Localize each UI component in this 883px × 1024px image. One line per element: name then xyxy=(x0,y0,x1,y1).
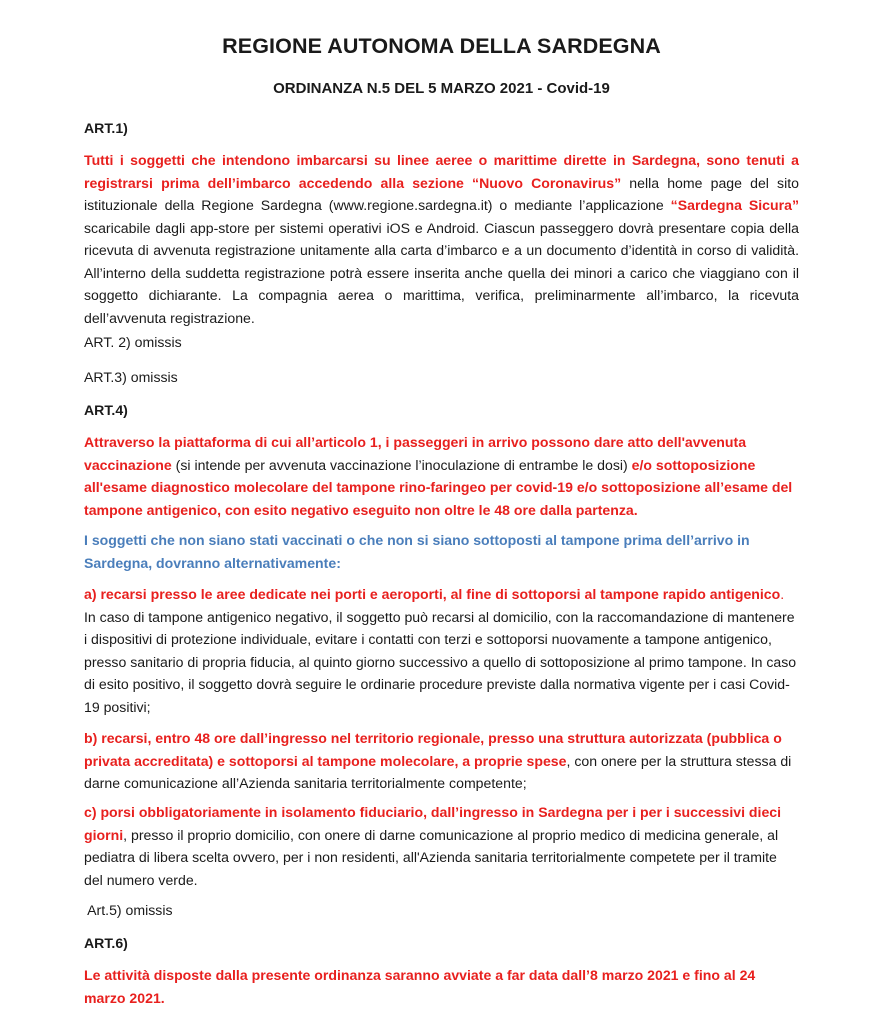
art6-paragraph: Le attività disposte dalla presente ordinanza saranno avviate a far data dall’8 marzo 2021 e fino al 24 marzo 2021. xyxy=(84,967,756,1006)
art5-omissis: Art.5) omissis xyxy=(84,902,173,918)
art4-paragraph-1 xyxy=(84,431,799,521)
option-a-red-text: a) recarsi presso le aree dedicate nei porti e aeroporti, al fine di sottoporsi al tampone rapido antigenico xyxy=(84,586,781,602)
art1-red-text-b: “Sardegna Sicura” xyxy=(670,197,799,213)
art4-blue-paragraph: I soggetti che non siano stati vaccinati o che non si siano sottoposti al tampone prima dell’arrivo in Sardegna, dovranno alternativamente: xyxy=(84,532,750,571)
option-c-text: , presso il proprio domicilio, con onere di darne comunicazione al proprio medico di medicina generale, al pediatra di libera scelta ovvero, per i non residenti, all'Azienda sanitaria territorialmente competete per il tramite del numero verde. xyxy=(84,826,779,888)
art4-red-text-b: e/o sottoposizione all'esame diagnostico molecolare del tampone rino-faringeo per covid-19 e/o sottoposizione all’esame del tampone antigenico, con esito negativo eseguito non oltre le 48 ore dalla partenza. xyxy=(84,456,793,518)
option-b-red-text: b) recarsi, entro 48 ore dall’ingresso nel territorio regionale, presso una struttura autorizzata (pubblica o privata accreditata) e sottoporsi al tampone molecolare, a proprie spese xyxy=(84,730,782,769)
art2-omissis: ART. 2) omissis xyxy=(84,334,182,350)
ordinance-subtitle: ORDINANZA N.5 DEL 5 MARZO 2021 - Covid-19 xyxy=(273,80,610,97)
art6-heading: ART.6) xyxy=(84,935,128,951)
art4-option-a xyxy=(84,583,799,718)
art1-text-b: scaricabile dagli app-store per sistemi operativi iOS e Android. Ciascun passeggero dovrà presentare copia della ricevuta di avvenuta registrazione unitamente alla carta d’imbarco e a un documento d’identità in corso di validità. All’interno della suddetta registrazione potrà essere inserita anche quella dei minori a carico che viaggiano con il soggetto dichiarante. La compagnia aerea o marittima, verifica, preliminarmente all’imbarco, la ricevuta dell’avvenuta registrazione. xyxy=(84,219,799,326)
art1-text-a: nella home page del sito istituzionale della Regione Sardegna (www.regione.sardegna.it) o mediante l’applicazione xyxy=(84,174,799,213)
art4-red-text-a: Attraverso la piattaforma di cui all’articolo 1, i passeggeri in arrivo possono dare atto dell'avvenuta vaccinazione xyxy=(84,434,747,473)
art1-paragraph xyxy=(84,149,799,329)
art4-option-c xyxy=(84,801,799,891)
document-title: REGIONE AUTONOMA DELLA SARDEGNA xyxy=(222,34,661,58)
art1-heading: ART.1) xyxy=(84,120,128,136)
option-b-text: , con onere per la struttura stessa di darne comunicazione all’Azienda sanitaria territorialmente competente; xyxy=(84,752,792,791)
art3-omissis: ART.3) omissis xyxy=(84,369,178,385)
art1-red-text-a: Tutti i soggetti che intendono imbarcarsi su linee aeree o marittime dirette in Sardegna, sono tenuti a registrarsi prima dell’imbarco accedendo alla sezione “Nuovo Coronavirus” xyxy=(84,152,799,191)
art4-option-b xyxy=(84,727,799,795)
option-a-text: In caso di tampone antigenico negativo, il soggetto può recarsi al domicilio, con la raccomandazione di mantenere i dispositivi di protezione individuale, evitare i contatti con terzi e sottoporsi nuovamente a tampone antigenico, presso sanitario di propria fiducia, al quinto giorno successivo a quello di sottoposizione al primo tampone. In caso di esito positivo, il soggetto dovrà seguire le ordinarie procedure previste dalla normativa vigente per i casi Covid-19 positivi; xyxy=(84,608,797,715)
option-a-dot: . xyxy=(780,586,785,602)
option-c-red-text: c) porsi obbligatoriamente in isolamento fiduciario, dall’ingresso in Sardegna per i per i successivi dieci giorni xyxy=(84,804,782,843)
art4-text-a: (si intende per avvenuta vaccinazione l’inoculazione di entrambe le dosi) xyxy=(171,456,632,473)
art4-heading: ART.4) xyxy=(84,402,128,418)
